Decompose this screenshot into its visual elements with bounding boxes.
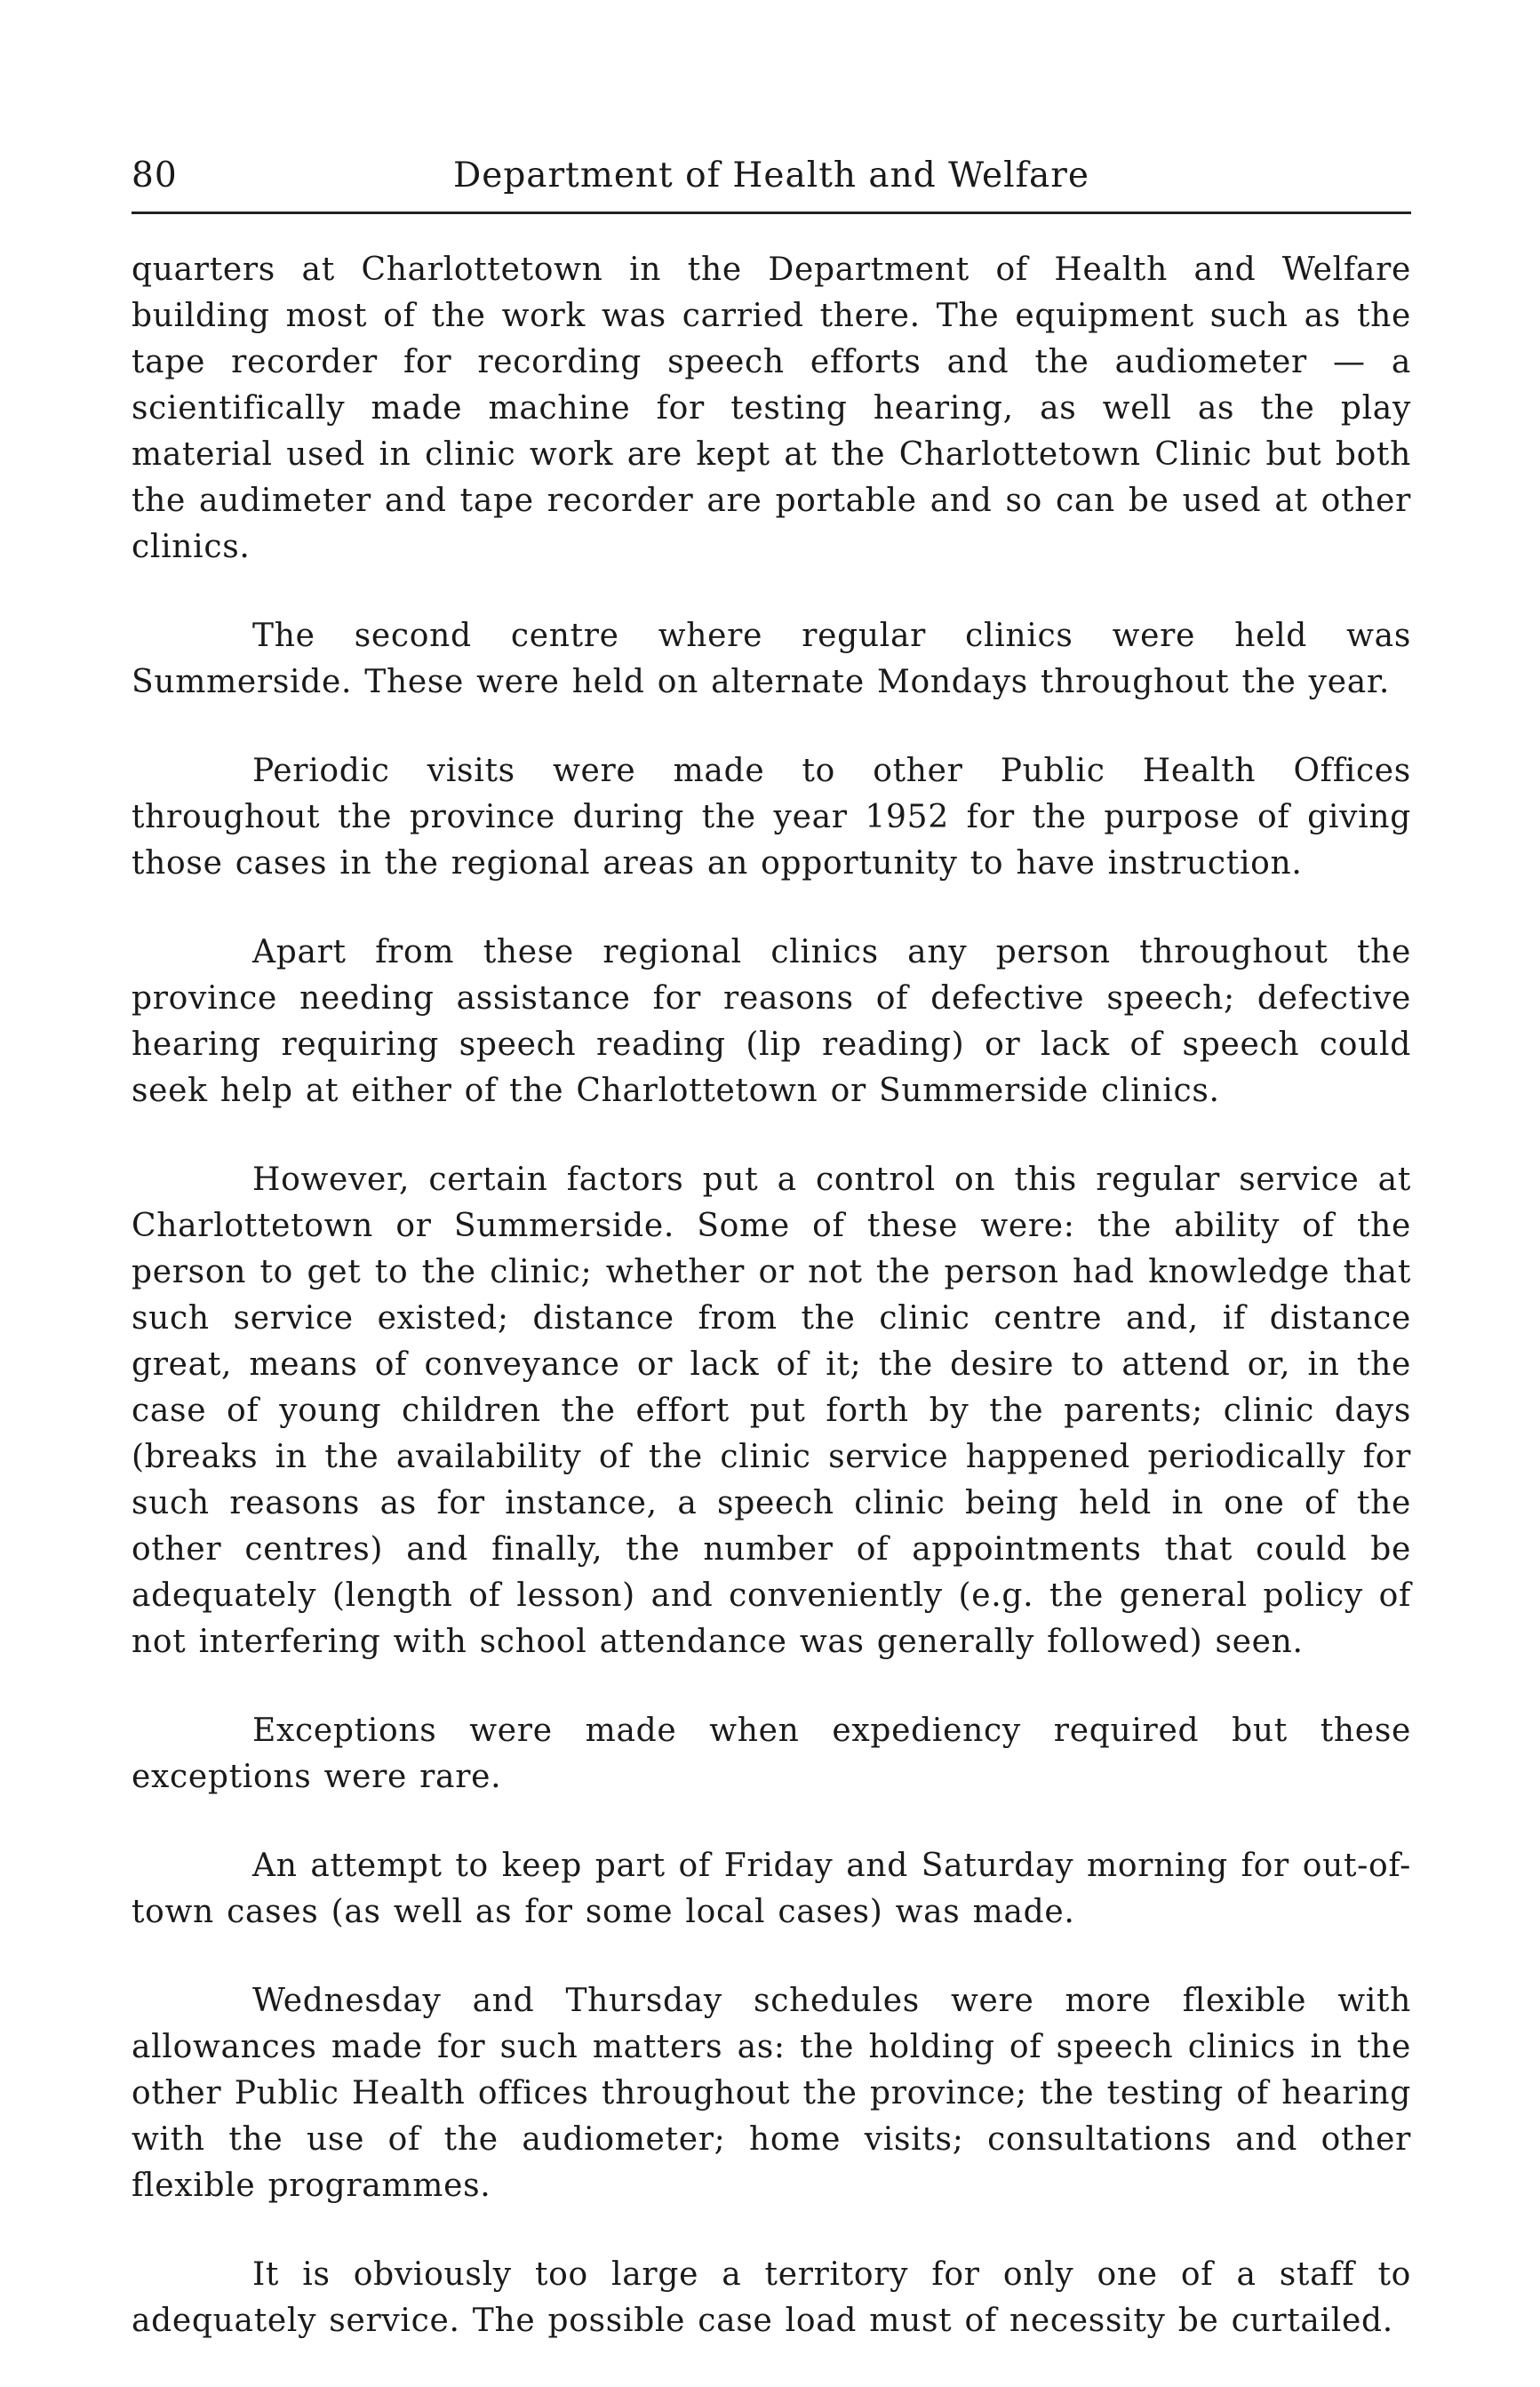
paragraph: The second centre where regular clinics were held was Summerside. These were held on alternate Mondays throughout the year. — [132, 618, 1411, 700]
paragraph: It is obviously too large a territory for only one of a staff to adequately service. The possible case load must of necessity be curtailed. — [132, 2256, 1411, 2339]
running-title: Department of Health and Welfare — [452, 156, 1090, 196]
page-header — [132, 149, 1411, 203]
paragraph: Apart from these regional clinics any person throughout the province needing assistance for reasons of defective speech; defective hearing requiring speech reading (lip reading) or lack of speech could seek help at either of the Charlottetown or Summerside clinics. — [132, 934, 1411, 1109]
body-text — [132, 247, 1411, 2387]
paragraph: However, certain factors put a control on this regular service at Charlottetown or Summerside. Some of these were: the ability of the person to get to the clinic; whether or not the person had knowledge that such service existed; distance from the clinic centre and, if distance great, means of conveyance or lack of it; the desire to attend or, in the case of young children the effort put forth by the parents; clinic days (breaks in the availability of the clinic service happened periodically for such reasons as for instance, a speech clinic being held in one of the other centres) and finally, the number of appointments that could be adequately (length of lesson) and conveniently (e.g. the general policy of not interfering with school attendance was generally followed) seen. — [132, 1162, 1411, 1660]
paragraph: Wednesday and Thursday schedules were more flexible with allowances made for such matters as: the holding of speech clinics in the other Public Health offices throughout the province; the testing of hearing with the use of the audiometer; home visits; consultations and other flexible programmes. — [132, 1983, 1411, 2204]
header-divider — [132, 212, 1411, 214]
paragraph: Periodic visits were made to other Public Health Offices throughout the province during the year 1952 for the purpose of giving those cases in the regional areas an opportunity to have instruction. — [132, 753, 1411, 882]
paragraph: Exceptions were made when expediency required but these exceptions were rare. — [132, 1712, 1411, 1795]
page-number: 80 — [132, 156, 178, 196]
paragraph-continuation: quarters at Charlottetown in the Department of Health and Welfare building most of the work was carried there. The equipment such as the tape recorder for recording speech efforts and the audiometer — a scientifically made machine for testing hearing, as well as the play material used in clinic work are kept at the Charlottetown Clinic but both the audimeter and tape recorder are portable and so can be used at other clinics. — [132, 251, 1411, 565]
paragraph: An attempt to keep part of Friday and Saturday morning for out-of-town cases (as well as for some local cases) was made. — [132, 1848, 1411, 1930]
